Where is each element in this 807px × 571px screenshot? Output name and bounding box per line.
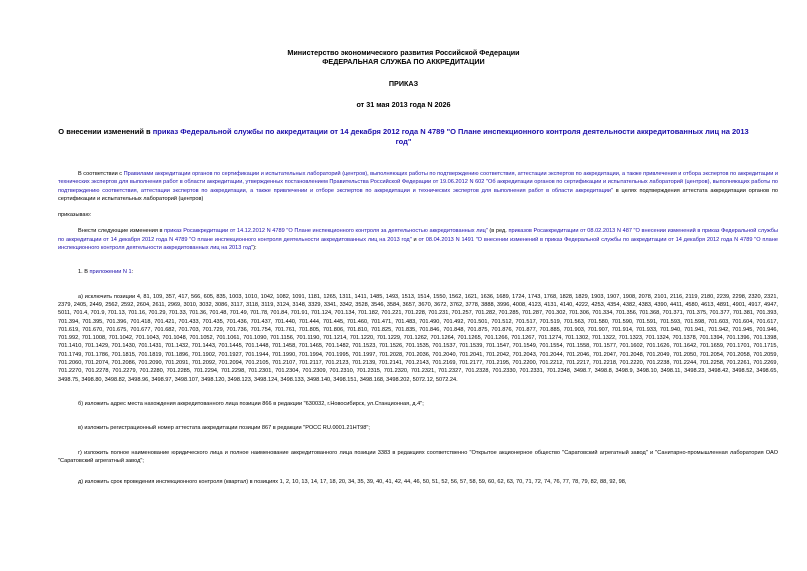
intro-text-d: ): — [253, 245, 257, 252]
document-title — [54, 127, 754, 147]
item-1-suffix: : — [131, 269, 134, 276]
appendix-1-link[interactable]: приложении N 1 — [89, 269, 132, 276]
item-1 — [58, 268, 778, 276]
order-word: приказываю: — [58, 212, 92, 219]
order-1491-link[interactable]: от 08.04.2013 N 1491 "О внесении изменений в приказ Федеральной службы по аккредитации от 14 декабря 2012 года N 4789 "О плане инспекционного контроля деятельности аккредитованных лиц на 2013 год" — [58, 236, 778, 252]
ministry-name: Министерство экономического развития Российской Федерации — [287, 48, 520, 57]
item-b: б) изложить адрес места нахождения аккредитованного лица позиции 866 в редакции "630032, г.Новосибирск, ул.Станционная, д.4"; — [78, 400, 424, 407]
service-name: ФЕДЕРАЛЬНАЯ СЛУЖБА ПО АККРЕДИТАЦИИ — [322, 57, 485, 66]
item-1-prefix: 1. В — [78, 269, 90, 276]
item-v: в) изложить регистрационный номер аттестата аккредитации позиции 867 в редакции "РОСС RU.0001.21НТ98"; — [78, 425, 370, 432]
order-4789-link[interactable]: приказ Росаккредитации от 14.12.2012 N 4789 "О Плане инспекционного контроля за деятельностью аккредитованных лиц" — [164, 228, 488, 235]
document-body — [58, 170, 778, 486]
order-487-link[interactable]: приказов Росаккредитации от 08.02.2013 N 487 "О внесении изменений в приказ Федеральной службы по аккредитации от 14 декабря 2012 года N 4789 "О плане инспекционного контроля деятельности аккредитованных лиц на 2013 год" — [58, 228, 778, 243]
intro-text-b: (в ред. — [487, 228, 509, 235]
title-prefix: О внесении изменений в — [58, 127, 153, 136]
rules-link[interactable]: Правилами аккредитации органов по сертификации и испытательных лабораторий (центров), выполняющих работы по подтверждению соответствия, аттестации экспертов по аккредитации, а также привлечения и отбора экспертов по аккредитации и технических экспертов для выполнения работ в области аккредитации, утвержденных постановлением Правительства Российской Федерации от 19.06.2012 N 602 "Об аккредитации органов по сертификации и испытательных лабораторий (центров), выполняющих работы по подтверждению соответствия, аттестации экспертов по аккредитации, а также привлечении и отборе экспертов по аккредитации и технических экспертов для выполнения работ в области аккредитации" — [58, 171, 779, 194]
preamble-text-b: в целях подтверждения аттестата аккредитации органов по сертификации и испытательных лабораторий (центров) — [58, 187, 778, 202]
intro-text-c: и — [411, 236, 419, 243]
item-g: г) изложить полное наименование юридического лица и полное наименование аккредитованного лица позиции 3383 в редакциях соответственно "Открытое акционерное общество "Саратовский агрегатный завод" и "Санитарно-промышленная лаборатория ОАО "Саратовский агрегатный завод"; — [58, 449, 778, 464]
title-link[interactable]: приказ Федеральной службы по аккредитации от 14 декабря 2012 года N 4789 "О Плане инспекционного контроля деятельности аккредитованных лиц на 2013 год" — [152, 127, 749, 146]
preamble-text-a: В соответствии с — [78, 171, 124, 177]
item-a: а) исключить позиции 4, 81, 109, 357, 417, 566, 605, 835, 1003, 1010, 1042, 1082, 1091, 1181, 1265, 1311, 1411, 1485, 1493, 1513, 1514, 1550, 1562, 1621, 1636, 1689, 1724, 1743, 1768, 1828, 1829, 1903, 1907, 1908, 2078, 2101, 2116, 2119, 2180, 2239, 2298, 2320, 2321, 2379, 2405, 2449, 2562, 2592, 2604, 2611, 2969, 3010, 3032, 3086, 3117, 3118, 3119, 3124, 3148, 3329, 3341, 3342, 3528, 3546, 3584, 3657, 3670, 3672, 3762, 3778, 3888, 3996, 4008, 4123, 4131, 4140, 4222, 4253, 4354, 4382, 4383, 4390, 4411, 4580, 4613, 4891, 4901, 4917, 4947, 5011, 701.4, 701.9, 701.13, 701.16, 701.29, 701.33, 701.36, 701.48, 701.49, 701.78, 701.84, 701.91, 701.124, 701.134, 701.182, 701.221, 701.228, 701.231, 701.257, 701.282, 701.285, 701.287, 701.302, 701.306, 701.334, 701.356, 701.368, 701.371, 701.375, 701.377, 701.381, 701.393, 701.394, 701.395, 701.396, 701.418, 701.421, 701.433, 701.435, 701.436, 701.437, 701.440, 701.444, 701.445, 701.460, 701.471, 701.483, 701.490, 701.492, 701.501, 701.512, 701.517, 701.519, 701.563, 701.580, 701.590, 701.591, 701.593, 701.598, 701.603, 701.604, 701.617, 701.619, 701.670, 701.675, 701.677, 701.682, 701.703, 701.729, 701.736, 701.754, 701.761, 701.805, 701.806, 701.810, 701.825, 701.835, 701.846, 701.848, 701.875, 701.876, 701.877, 701.885, 701.903, 701.907, 701.914, 701.933, 701.940, 701.941, 701.942, 701.945, 701.946, 701.992, 701.1008, 701.1042, 701.1043, 701.1048, 701.1052, 701.1061, 701.1090, 701.1156, 701.1190, 701.1214, 701.1220, 701.1229, 701.1262, 701.1264, 701.1265, 701.1266, 701.1267, 701.1274, 701.1302, 701.1322, 701.1323, 701.1324, 701.1378, 701.1394, 701.1396, 701.1398, 701.1410, 701.1429, 701.1430, 701.1431, 701.1432, 701.1443, 701.1445, 701.1448, 701.1458, 701.1465, 701.1482, 701.1523, 701.1526, 701.1535, 701.1537, 701.1539, 701.1547, 701.1549, 701.1554, 701.1558, 701.1577, 701.1602, 701.1626, 701.1642, 701.1659, 701.1701, 701.1715, 701.1749, 701.1786, 701.1815, 701.1819, 701.1896, 701.1902, 701.1927, 701.1944, 701.1990, 701.1994, 701.1995, 701.1997, 701.2028, 701.2036, 701.2040, 701.2041, 701.2042, 701.2043, 701.2044, 701.2046, 701.2047, 701.2048, 701.2049, 701.2050, 701.2054, 701.2058, 701.2059, 701.2060, 701.2074, 701.2086, 701.2090, 701.2091, 701.2092, 701.2094, 701.2105, 701.2107, 701.2117, 701.2123, 701.2139, 701.2141, 701.2143, 701.2169, 701.2177, 701.2195, 701.2200, 701.2212, 701.2217, 701.2218, 701.2220, 701.2238, 701.2244, 701.2258, 701.2261, 701.2269, 701.2270, 701.2278, 701.2279, 701.2280, 701.2285, 701.2294, 701.2298, 701.2301, 701.2304, 701.2309, 701.2310, 701.2315, 701.2320, 701.2321, 701.2327, 701.2328, 701.2330, 701.2331, 701.2348, 3498.7, 3498.8, 3498.9, 3498.10, 3498.11, 3498.23, 3498.42, 3498.52, 3498.65, 3498.75, 3498.80, 3498.82, 3498.96, 3498.97, 3498.107, 3498.120, 3498.123, 3498.124, 3498.133, 3498.140, 3498.151, 3498.168, 3498.202, 5072.12, 5072.24. — [58, 293, 778, 383]
order-date: от 31 мая 2013 года N 2026 — [356, 100, 451, 109]
item-d: д) изложить срок проведения инспекционного контроля (квартал) в позициях 1, 2, 10, 13, 14, 17, 18, 20, 34, 35, 39, 40, 41, 42, 44, 46, 50, 51, 52, 56, 57, 58, 59, 60, 62, 63, 70, 71, 72, 74, 76, 77, 78, 79, 82, 88, 92, 98, — [78, 479, 627, 486]
preamble-paragraph — [58, 170, 778, 203]
order-label: ПРИКАЗ — [388, 79, 419, 88]
intro-paragraph — [58, 227, 778, 252]
intro-text-a: Внести следующие изменения в — [78, 228, 165, 235]
